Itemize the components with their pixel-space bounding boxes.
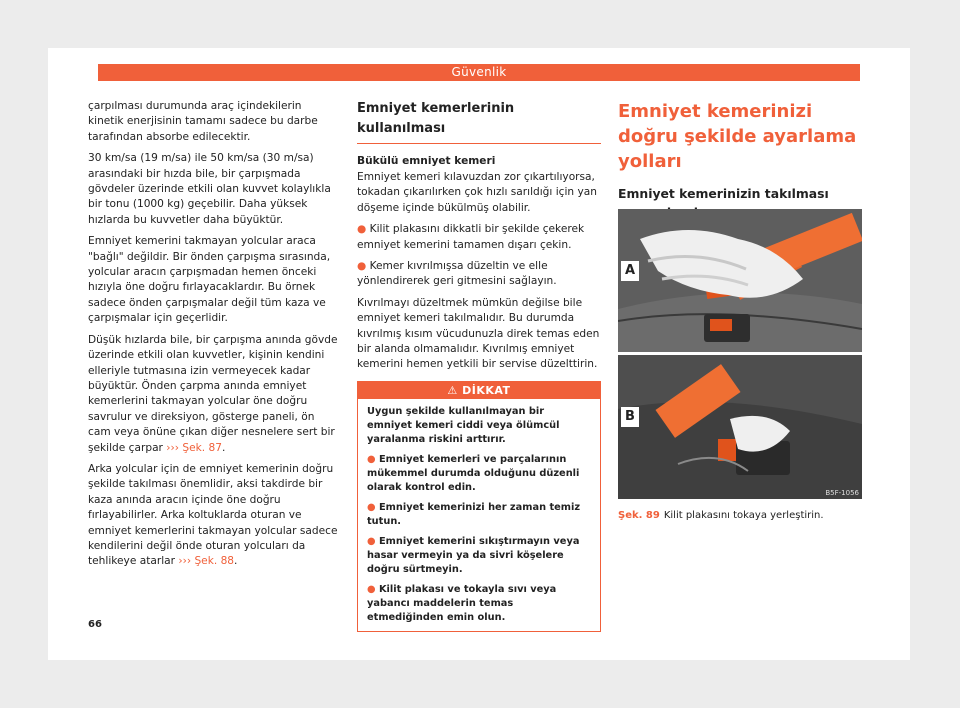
paragraph: Arka yolcular için de emniyet kemerinin doğru şekilde takılması önemlidir, aksi takdirde bir kaza anında aracın içinde öne doğru fırlayabilirler. Arka koltuklarda oturan ve emniyet kemerlerini takmayan yolcular sadece kendilerini değil önde oturan yolcuları da tehlikeye atarlar ››› Şek. 88. [88,462,338,568]
section-subtitle: Emniyet kemerinizin takılması [618,184,862,229]
warning-item-text: Emniyet kemerini sıkıştırmayın veya hasar vermeyin ya da sivri köşelere doğru sürtmeyin. [367,535,580,575]
column-left [88,99,340,576]
paragraph: 30 km/sa (19 m/sa) ile 50 km/sa (30 m/sa) arasındaki bir hızda bile, bir çarpışmada gövdeler üzerinde etkili olan kuvvet kolaylıkla bir tonu (1000 kg) geçebilir. Daha yüksek hızlarda bu kuvvetler daha büyüktür. [88,152,331,226]
paragraph: çarpılması durumunda araç içindekilerin kinetik enerjisinin tamamı sadece bu darbe tarafından absorbe edilecektir. [88,100,318,143]
bullet-icon: ● [367,535,379,547]
bullet-icon: ● [357,223,370,236]
list-item [357,259,601,290]
paragraph-text: Arka yolcular için de emniyet kemerinin doğru şekilde takılması önemlidir, aksi takdirde bir kaza anında aracın içinde öne doğru fırlayabilirler. Arka koltuklarda oturan ve emniyet kemerlerini takmayan yolcular sadece kendilerini değil önde oturan yolcuları da tehlikeye atarlar [88,462,338,568]
warning-header [358,382,600,399]
warning-item [367,501,592,529]
seatbelt-illustration [618,209,862,499]
warning-item-text: Kilit plakası ve tokayla sıvı veya yabancı maddelerin temas etmediğinden emin olun. [367,583,557,623]
list-item [357,222,601,253]
figure-label-a: A [621,261,639,281]
paragraph: Emniyet kemeri kılavuzdan zor çıkartılıyorsa, tokadan çıkarılırken çok hızlı sarıldığı için yan döşeme içinde bükülmüş olabilir. [357,171,597,214]
figure-caption [618,509,862,523]
warning-item [367,583,592,625]
warning-item [367,535,592,577]
figure-label-b: B [621,407,639,427]
warning-intro: Uygun şekilde kullanılmayan bir emniyet kemeri ciddi veya ölümcül yaralanma riskini arttırır. [367,405,560,445]
page-number: 66 [88,619,102,630]
subheading: Bükülü emniyet kemeri [357,155,496,167]
chapter-title: Emniyet kemerinizi doğru şekilde ayarlama yolları [618,101,857,172]
warning-icon: ⚠ [447,383,463,397]
figure-caption-ref: Şek. 89 [618,510,660,521]
section-heading: Emniyet kemerlerinin kullanılması [357,99,601,144]
section-header: Güvenlik [98,64,860,81]
warning-item-text: Emniyet kemerinizi her zaman temiz tutun. [367,501,581,527]
list-item-text: Kilit plakasını dikkatli bir şekilde çekerek emniyet kemerini tamamen dışarı çekin. [357,223,585,251]
warning-item [367,453,592,495]
figure-reference-link[interactable]: ››› Şek. 87 [166,441,222,454]
paragraph-text: Düşük hızlarda bile, bir çarpışma anında gövde üzerinde etkili olan kuvvetler, kişinin kendini elleriyle tutmasına izin vermeyecek kadar büyüktür. Önden çarpma anında emniyet kemerlerini takmayan yolcular öne doğru savrulur ve direksiyon, gösterge paneli, ön cam veya önüne çıkan diğer nesnelere sert bir şekilde çarpar [88,333,338,454]
paragraph: Düşük hızlarda bile, bir çarpışma anında gövde üzerinde etkili olan kuvvetler, kişinin kendini elleriyle tutmasına izin vermeyecek kadar büyüktür. Önden çarpma anında emniyet kemerlerini takmayan yolcular öne doğru savrulur ve direksiyon, gösterge paneli, ön cam veya önüne çıkan diğer nesnelere sert bir şekilde çarpar ››› Şek. 87. [88,333,338,454]
manual-page [48,48,910,660]
figure-caption-text: Kilit plakasını tokaya yerleştirin. [663,510,824,521]
bullet-icon: ● [357,260,370,273]
warning-body [358,399,600,631]
bullet-icon: ● [367,583,379,595]
figure-seatbelt-buckle [618,209,862,499]
bullet-icon: ● [367,453,379,465]
paragraph: Emniyet kemerini takmayan yolcular araca "bağlı" değildir. Bir önden çarpışma sırasında, yolcular aracın çarpışmadan hemen önceki hızıyla öne doğru fırlayacaklardır. Bu örnek sadece önden çarpışmalar değil tüm kaza ve çarpışmalar için geçerlidir. [88,235,331,325]
warning-box [357,381,601,632]
warning-title: DİKKAT [462,383,511,397]
figure-reference-link[interactable]: ››› Şek. 88 [178,555,235,568]
warning-item-text: Emniyet kemerleri ve parçalarının mükemmel durumda olduğunu düzenli olarak kontrol edin. [367,453,580,493]
paragraph: Kıvrılmayı düzeltmek mümkün değilse bile emniyet kemeri takılmalıdır. Bu durumda kıvrılmış kısım vücudunuzla direk temas eden bir alanda olmamalıdır. Kıvrılmış emniyet kemerini hemen yetkili bir servise düzelttirin. [357,296,600,371]
bullet-icon: ● [367,501,379,513]
column-middle [357,99,601,632]
figure-code: B5F-1056 [825,489,859,497]
list-item-text: Kemer kıvrılmışsa düzeltin ve elle yönlendirerek geri gitmesini sağlayın. [357,260,557,288]
